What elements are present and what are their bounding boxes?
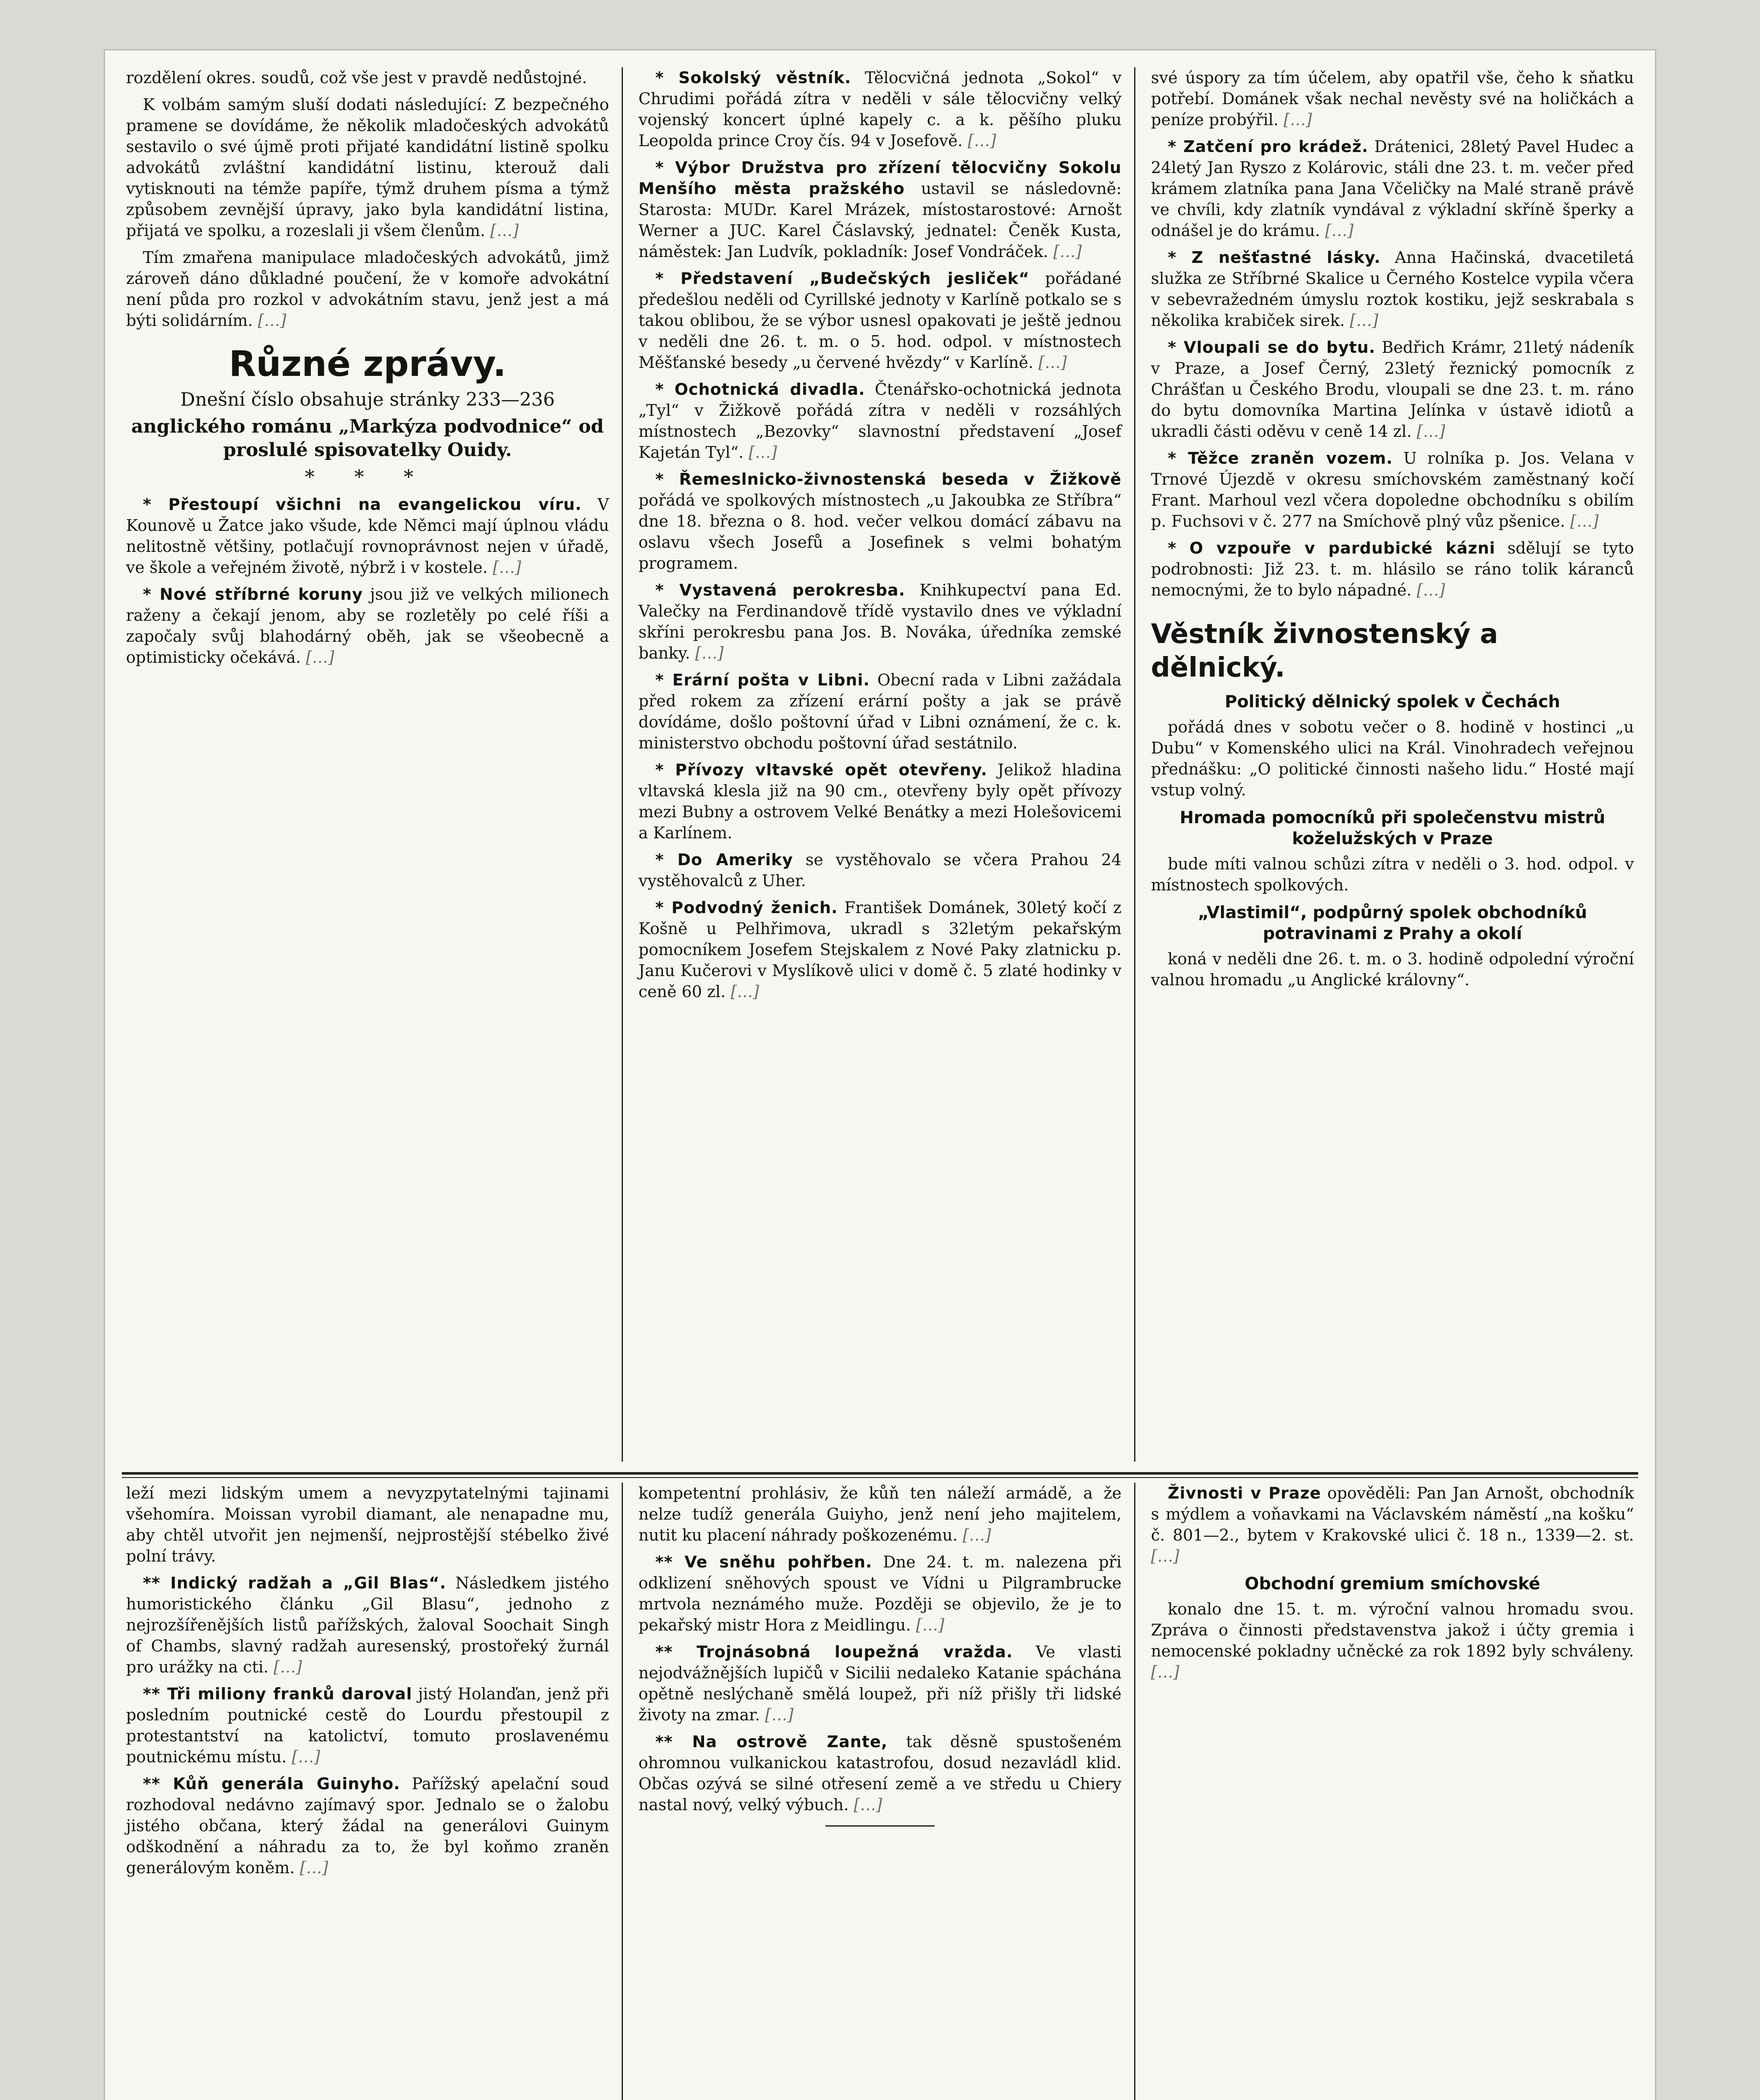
article [638, 469, 1122, 574]
article-headline: * Těžce zraněn vozem. [1168, 449, 1393, 467]
article-headline: ** Indický radžah a „Gil Blas“. [143, 1574, 447, 1592]
article [126, 1572, 609, 1677]
upper-column-3 [1147, 67, 1638, 1462]
article-headline: * Ochotnická divadla. [655, 380, 865, 399]
omitted-text-marker: […] [1325, 221, 1354, 240]
article-text: Jelikož hladina vltavská klesla již na 90 cm., otevřeny byly opět přívozy mezi Bubny a ostrovem Velké Benátky a mezi Holešovicemi a Karlínem. [638, 761, 1122, 842]
lower-column-3 [1147, 1483, 1638, 2100]
article-text: Drátenici, 28letý Pavel Hudec a 24letý Jan Ryszo z Kolárovic, stáli dne 23. t. m. večer před krámem zlatníka pana Jana Včeličky na Malé straně právě ve chvíli, kdy zlatník vyndával z výkladní skříně šperky a odnášel je do krámu. [1151, 137, 1634, 240]
article-text: Anna Hačinská, dvacetiletá služka ze Stříbrné Skalice u Černého Kostelce vypila včera v sebevražedném úmyslu roztok kostiku, jejž seskrabala s několika krabiček sirek. [1151, 248, 1634, 330]
omitted-text-marker: […] [1151, 1663, 1179, 1681]
omitted-text-marker: […] [273, 1658, 302, 1676]
article [1151, 136, 1634, 241]
omitted-text-marker: […] [1350, 311, 1379, 330]
notice-text: konalo dne 15. t. m. výroční valnou hromadu svou. Zpráva o činnosti představenstva jakož i účty gremia i nemocenské pokladny učněcké za rok 1892 byly schváleny. [1151, 1600, 1634, 1660]
omitted-text-marker: […] [1053, 242, 1082, 261]
article-headline: * Přestoupí všichni na evangelickou víru. [143, 495, 582, 514]
article-headline: * Do Ameriky [655, 850, 793, 869]
article-headline: * Podvodný ženich. [655, 898, 838, 917]
article-headline: * Přívozy vltavské opět otevřeny. [655, 761, 988, 779]
omitted-text-marker: […] [1038, 353, 1067, 372]
notice-text: pořádá dnes v sobotu večer o 8. hodině v hostinci „u Dubu“ v Komenského ulici na Král. Vinohradech veřejnou přednášku: „O politické činnosti našeho lidu.“ Hosté mají vstup volný. [1151, 718, 1634, 799]
article [1151, 538, 1634, 601]
article-text: Ve vlasti nejodvážnějších lupičů v Sicilii nedaleko Katanie spáchána opětně neslýchaně smělá loupež, při níž přišly tři lidské životy na zmar. [638, 1643, 1122, 1724]
paragraph [638, 1483, 1122, 1546]
article [1151, 337, 1634, 442]
horizontal-section-rule [122, 1472, 1638, 1478]
article-text: Bedřich Krámr, 21letý nádeník v Praze, a Josef Černý, 23letý řeznický pomocník z Chrášťan u Českého Brodu, vloupali se dne 23. t. m. ráno do bytu domovníka Martina Jelínka v ústavě idiotů a ukradli části oděvu v ceně 14 zl. [1151, 338, 1634, 441]
omitted-text-marker: […] [1416, 581, 1445, 599]
paragraph-text: Tím zmařena manipulace mladočeských advokátů, jimž zároveň dáno důkladné poučení, že v komoře advokátní není půda pro rozkol v advokátním stavu, jenž jest a má býti solidárním. [126, 248, 609, 330]
article-text: jistý Holanďan, jenž při posledním poutnické cestě do Lourdu přestoupil z protestantství na katolictví, tomuto proslavenému poutnickému místu. [126, 1685, 609, 1766]
article [126, 1773, 609, 1878]
stars-divider: * * * [305, 465, 431, 488]
article [638, 759, 1122, 843]
section-title-vestnik: Věstník živnostenský a dělnický. [1151, 619, 1498, 683]
article [638, 67, 1122, 151]
article-headline: * Sokolský věstník. [655, 68, 851, 87]
article-text: Následkem jistého humoristického článku „Gil Blasu“, jednoho z nejrozšířenějších listů pařížských, žaloval Soochait Singh of Chambs, slavný radžah auresenský, prostořeký žurnál pro urážky na cti. [126, 1574, 609, 1676]
article [1151, 247, 1634, 331]
upper-section [105, 67, 1655, 1462]
omitted-text-marker: […] [306, 648, 334, 667]
paragraph [126, 94, 609, 241]
article [126, 584, 609, 668]
paragraph-text: kompetentní prohlásiv, že kůň ten náleží armádě, a že nelze tudíž generála Guiyho, jenž není jeho majitelem, nutit ku placení náhrady poškozenému. [638, 1484, 1122, 1544]
omitted-text-marker: […] [749, 443, 778, 462]
article-text: Dne 24. t. m. nalezena při odklizení sněhových spoust ve Vídni u Pilgrambrucke mrtvola neznámého muže. Později se objevilo, že je to pekařský mistr Hora z Meidlingu. [638, 1553, 1122, 1634]
paragraph [1151, 67, 1634, 130]
notice-text: koná v neděli dne 26. t. m. o 3. hodině odpolední výroční valnou hromadu „u Anglické královny“. [1151, 950, 1634, 989]
omitted-text-marker: […] [1283, 110, 1312, 129]
omitted-text-marker: […] [765, 1706, 794, 1724]
notice-headline: Politický dělnický spolek v Čechách [1224, 692, 1560, 711]
paragraph: rozdělení okres. soudů, což vše jest v pravdě nedůstojné. [126, 68, 587, 87]
article-headline: ** Trojnásobná loupežná vražda. [655, 1643, 1013, 1661]
article-headline: * Řemeslnicko-živnostenská beseda v Žižkově [655, 470, 1122, 488]
article-text: V Kounově u Žatce jako všude, kde Němci mají úplnou vládu nelitostně většiny, potlačují rovnoprávnost nejen v úřadě, ve škole a veřejném životě, nýbrž i v kostele. [126, 495, 609, 577]
omitted-text-marker: […] [493, 558, 521, 577]
notice-headline: Obchodní gremium smíchovské [1245, 1574, 1540, 1593]
notice-headline: Hromada pomocníků při společenstvu mistrů koželužských v Praze [1179, 808, 1605, 848]
omitted-text-marker: […] [490, 221, 519, 240]
article-text: jsou již ve velkých milionech raženy a čekají jenom, aby se rozletěly po celé říši a započaly svůj blahodárný oběh, jak se všeobecně a optimisticky očekává. [126, 585, 609, 667]
article [1151, 448, 1634, 532]
article [638, 849, 1122, 891]
article-text: U rolníka p. Jos. Velana v Trnové Újezdě v okresu smíchovském zaměstnaný kočí Frant. Marhoul vezl včera dopoledne obchodníku s obilím p. Fuchsovi v č. 277 na Smíchově plný vůz pšenice. [1151, 449, 1634, 530]
article-headline: ** Ve sněhu pohřben. [655, 1553, 872, 1571]
article-text: Čtenářsko-ochotnická jednota „Tyl“ v Žižkově pořádá zítra v neděli v rozsáhlých místnostech „Bezovky“ slavnostní představení „Josef Kajetán Tyl“. [638, 380, 1122, 462]
article [126, 494, 609, 578]
article-text: se vystěhovalo se včera Prahou 24 vystěhovalců z Uher. [638, 850, 1122, 890]
article-headline: * Zatčení pro krádež. [1168, 137, 1369, 156]
omitted-text-marker: […] [854, 1796, 883, 1814]
article-text: Tělocvičná jednota „Sokol“ v Chrudimi pořádá zítra v neděli v sále tělocvičny velký vojenský koncert úplné kapely c. a k. pěšího pluku Leopolda prince Croy čís. 94 v Josefově. [638, 68, 1122, 150]
article-text: František Dománek, 30letý kočí z Košně u Pelhřimova, ukradl s 32letým pekařským pomocníkem Josefem Stejskalem z Nové Paky zlatnicku p. Janu Kučerovi v Myslíkově ulici v domě č. 5 zlaté hodinky v ceně 60 zl. [638, 898, 1122, 1001]
paragraph-text: své úspory za tím účelem, aby opatřil vše, čeho k sňatku potřebí. Dománek však nechal nevěsty své na holičkách a peníze probýřil. [1151, 68, 1634, 129]
article-headline: ** Tři miliony franků daroval [143, 1685, 412, 1703]
notice [1151, 1483, 1634, 1567]
article [638, 268, 1122, 373]
notice-headline: „Vlastimil“, podpůrný spolek obchodníků potravinami z Prahy a okolí [1198, 903, 1587, 943]
section-title-ruzne-zpravy: Různé zprávy. [229, 343, 507, 384]
article-text: Obecní rada v Libni zažádala před rokem za zřízení erární pošty a jak se právě dovídáme, došlo poštovní úřad v Libni oznámení, že c. k. ministerstvo obchodu poštovní úřad sestátnilo. [638, 671, 1122, 752]
omitted-text-marker: […] [1570, 512, 1599, 530]
omitted-text-marker: […] [730, 982, 759, 1001]
omitted-text-marker: […] [1151, 1547, 1179, 1565]
article-text: Knihkupectví pana Ed. Valečky na Ferdinandově třídě vystavilo dnes ve výkladní skříni perokresbu pana Jos. B. Nováka, úředníka zemské banky. [638, 581, 1122, 662]
paragraph-text: K volbám samým sluší dodati následující: Z bezpečného pramene se dovídáme, že několik mladočeských advokátů sestavilo o své újmě proti přijaté kandidátní listině spolku advokátů zvláštní kandidátní listinu, kterouž dali vytisknouti na témže papíře, týmž druhem písma a týmž způsobem zevnější úpravy, jako byla kandidátní listina, přijatá ve spolku, a rozeslali ji všem členům. [126, 95, 609, 240]
lower-section [105, 1483, 1655, 2100]
omitted-text-marker: […] [967, 131, 996, 150]
newspaper-page [105, 50, 1655, 2100]
article-headline: ** Na ostrově Zante, [655, 1732, 888, 1751]
omitted-text-marker: […] [695, 644, 724, 662]
paragraph: leží mezi lidským umem a nevyzpytatelnými tajinami všehomíra. Moissan vyrobil diamant, ale nenapadne mu, aby chtěl utvořit jen nejmenší, nejprostější stébelko živé polní trávy. [126, 1484, 609, 1565]
article-text: ustavil se následovně: Starosta: MUDr. Karel Mrázek, místostarostové: Arnošt Werner a JUC. Karel Čáslavský, jednatel: Čeněk Kusta, náměstek: Jan Ludvík, pokladník: Josef Vondráček. [638, 179, 1122, 261]
article [638, 157, 1122, 262]
omitted-text-marker: […] [299, 1858, 328, 1877]
article [638, 669, 1122, 753]
article [638, 1731, 1122, 1815]
notice-line: Dnešní číslo obsahuje stránky 233—236 [180, 389, 555, 410]
article [126, 1683, 609, 1767]
article-headline: * Výbor Družstva pro zřízení tělocvičny Sokolu Menšího města pražského [638, 158, 1122, 198]
article [638, 1551, 1122, 1635]
upper-column-1 [122, 67, 613, 1462]
article-headline: * O vzpouře v pardubické kázni [1168, 539, 1495, 557]
article [638, 1641, 1122, 1725]
omitted-text-marker: […] [1416, 422, 1445, 441]
omitted-text-marker: […] [292, 1748, 320, 1766]
article-headline: * Nové stříbrné koruny [143, 585, 363, 604]
article-headline: * Erární pošta v Libni. [655, 671, 870, 689]
paragraph [126, 247, 609, 331]
article [638, 379, 1122, 463]
article-text: pořádá ve spolkových místnostech „u Jakoubka ze Stříbra“ dne 18. března o 8. hod. večer velkou domácí zábavu na oslavu všech Josefů a Josefinek s velmi bohatým programem. [638, 491, 1122, 572]
notice-text: opověděli: Pan Jan Arnošt, obchodník s mýdlem a voňavkami na Václavském náměstí „na košku“ č. 801—2., bytem v Krakovské ulici č. 18 n., 1339—2. st. [1151, 1484, 1634, 1544]
omitted-text-marker: […] [257, 311, 286, 330]
article-text: pořádané předešlou neděli od Cyrillské jednoty v Karlíně potkalo se s takou oblibou, že se výbor usnesl opakovati je ještě jednou v neděli dne 26. t. m. o 5. hod. odpol. v místnostech Měšťanské besedy „u červené hvězdy“ v Karlíně. [638, 269, 1122, 372]
notice [1151, 1599, 1634, 1683]
article-headline: * Vloupali se do bytu. [1168, 338, 1376, 357]
article-headline: * Vystavená perokresba. [655, 581, 906, 599]
article-text: sdělují se tyto podrobnosti: Již 23. t. m. hlásilo se ráno tolik káranců nemocnými, že to bylo nápadné. [1151, 539, 1634, 599]
notice-text: bude míti valnou schůzi zítra v neděli o 3. hod. odpol. v místnostech spolkových. [1151, 855, 1634, 894]
article-headline: * Z nešťastné lásky. [1168, 248, 1381, 267]
end-of-article-rule [825, 1825, 935, 1827]
notice-headline: Živnosti v Praze [1168, 1484, 1321, 1502]
lower-column-1 [122, 1483, 613, 2100]
article [638, 897, 1122, 1002]
article-text: tak děsně spustošeném ohromnou vulkanickou katastrofou, dosud nezavládl klid. Občas ozývá se silné otřesení země a ve středu u Chiery nastal nový, velký výbuch. [638, 1732, 1122, 1814]
omitted-text-marker: […] [916, 1616, 945, 1634]
notice-line: anglického románu „Markýza podvodnice“ od proslulé spisovatelky Ouidy. [131, 416, 604, 461]
article-text: Pařížský apelační soud rozhodoval nedávno zajímavý spor. Jednalo se o žalobu jistého občana, který žádal na generálovi Guinym odškodnění a náhradu za to, že byl koňmo zraněn generálovým koněm. [126, 1774, 609, 1877]
omitted-text-marker: […] [962, 1526, 991, 1544]
article [638, 580, 1122, 664]
article-headline: ** Kůň generála Guinyho. [143, 1774, 400, 1793]
upper-column-2 [634, 67, 1126, 1462]
lower-column-2 [634, 1483, 1126, 2100]
article-headline: * Představení „Budečských jesliček“ [655, 269, 1030, 288]
